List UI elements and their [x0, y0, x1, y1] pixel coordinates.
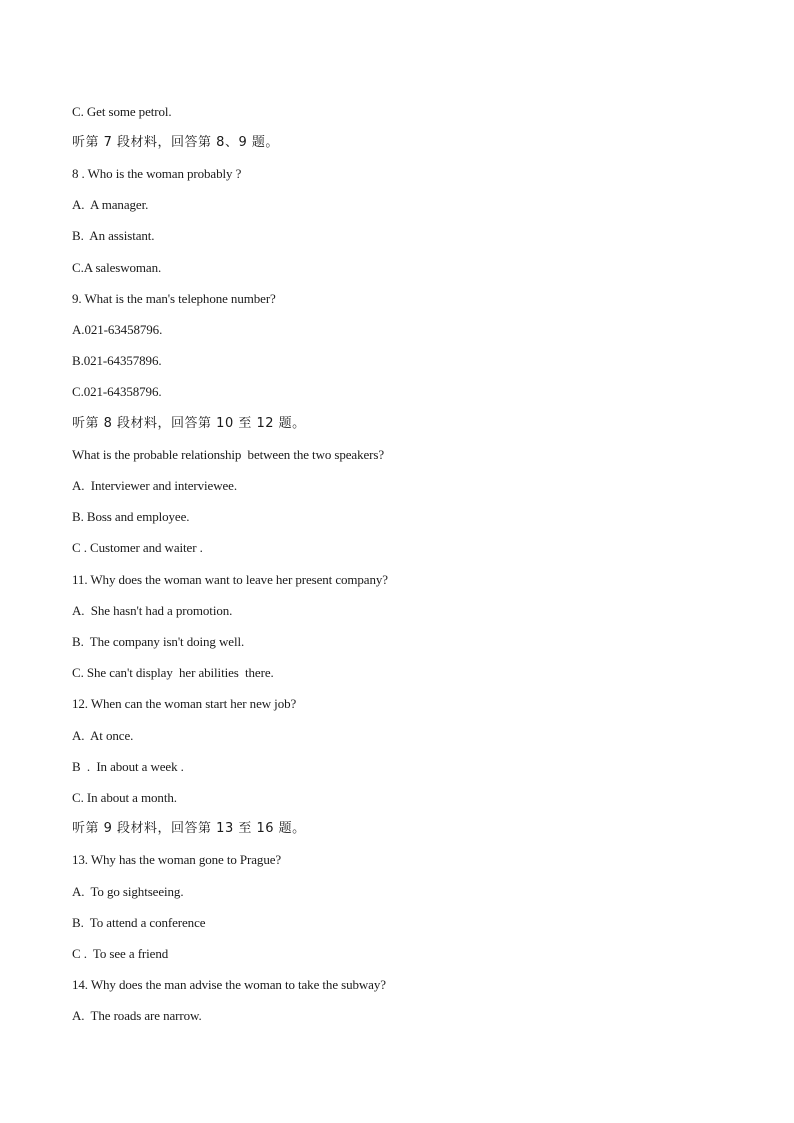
question-11: 11. Why does the woman want to leave her present company?: [72, 572, 388, 587]
answer-option-a-q9: A.021-63458796.: [72, 322, 163, 337]
section-header-passage-7: 听第 7 段材料，回答第 8、9 题。: [72, 135, 279, 150]
answer-option-b-q10: B. Boss and employee.: [72, 509, 190, 524]
answer-option-a-q8: A. A manager.: [72, 197, 149, 212]
question-13: 13. Why has the woman gone to Prague?: [72, 852, 282, 867]
answer-option-a-q14: A. The roads are narrow.: [72, 1008, 202, 1023]
answer-option-a-q13: A. To go sightseeing.: [72, 884, 184, 899]
answer-option-a-q12: A. At once.: [72, 728, 134, 743]
answer-option-c-q8: C.A saleswoman.: [72, 260, 162, 275]
question-8: 8 . Who is the woman probably ?: [72, 166, 242, 181]
section-header-passage-8: 听第 8 段材料，回答第 10 至 12 题。: [72, 416, 306, 431]
answer-option-c-q9: C.021-64358796.: [72, 384, 162, 399]
question-12: 12. When can the woman start her new job?: [72, 696, 297, 711]
question-9: 9. What is the man's telephone number?: [72, 291, 276, 306]
question-14: 14. Why does the man advise the woman to take the subway?: [72, 977, 386, 992]
answer-option-b-q11: B. The company isn't doing well.: [72, 634, 245, 649]
answer-option-c-q7: C. Get some petrol.: [72, 104, 172, 119]
question-10: What is the probable relationship between the two speakers?: [72, 447, 385, 462]
answer-option-a-q10: A. Interviewer and interviewee.: [72, 478, 238, 493]
answer-option-c-q12: C. In about a month.: [72, 790, 177, 805]
answer-option-a-q11: A. She hasn't had a promotion.: [72, 603, 233, 618]
answer-option-b-q12: B . In about a week .: [72, 759, 184, 774]
answer-option-c-q13: C . To see a friend: [72, 946, 169, 961]
section-header-passage-9: 听第 9 段材料，回答第 13 至 16 题。: [72, 821, 306, 836]
answer-option-c-q10: C . Customer and waiter .: [72, 540, 203, 555]
answer-option-b-q8: B. An assistant.: [72, 228, 155, 243]
answer-option-b-q13: B. To attend a conference: [72, 915, 206, 930]
answer-option-b-q9: B.021-64357896.: [72, 353, 162, 368]
answer-option-c-q11: C. She can't display her abilities there.: [72, 665, 274, 680]
